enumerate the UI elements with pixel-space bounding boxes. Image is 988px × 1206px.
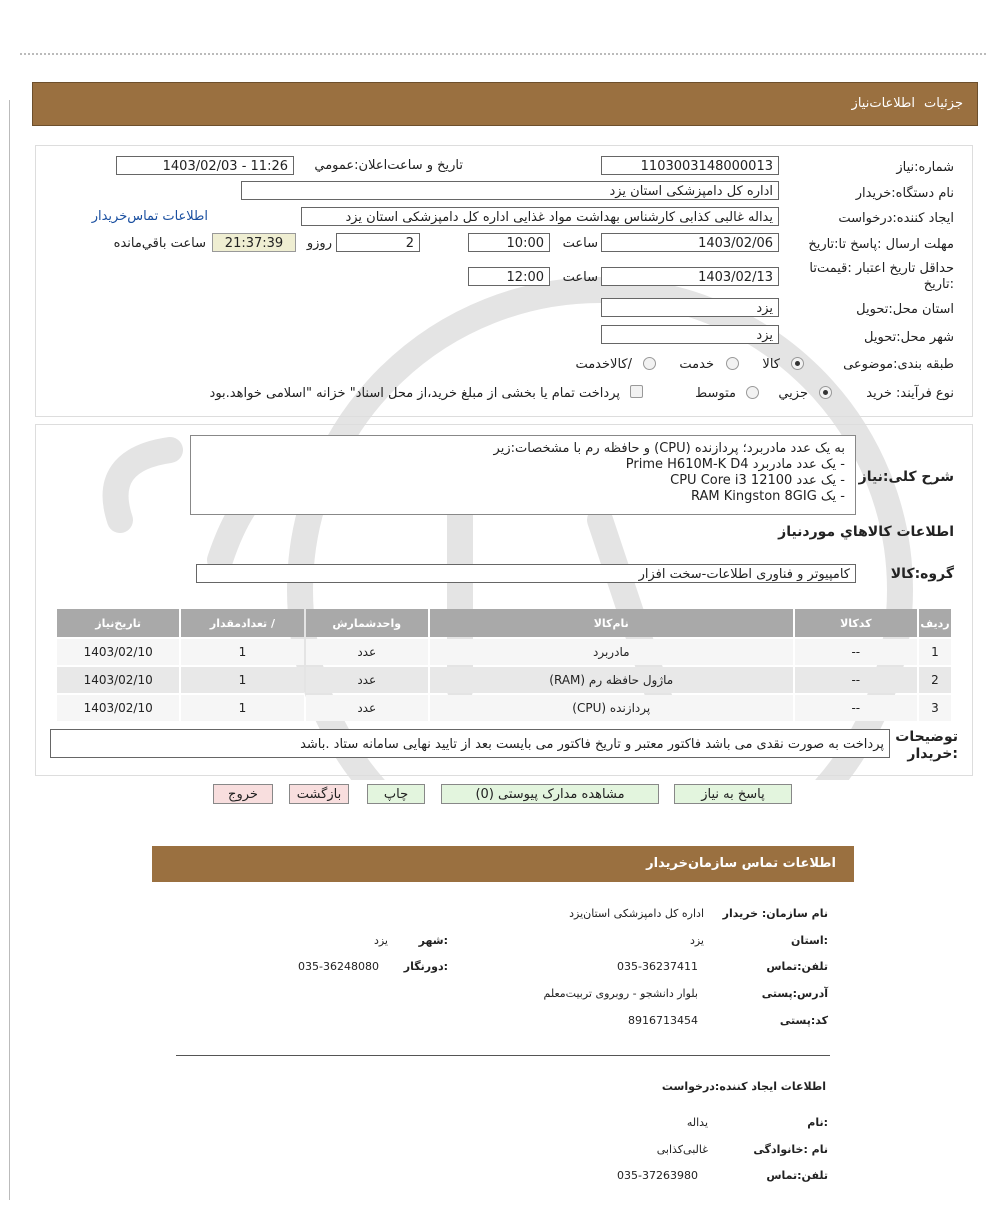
cell-unit: عدد	[306, 667, 428, 693]
goods-table-header	[57, 609, 951, 637]
contact-city-label: :شهر	[418, 934, 448, 947]
goods-group-label: گروه:کالا	[890, 566, 954, 582]
category-radio-goods-service[interactable]	[643, 357, 656, 370]
remaining-time-field: 21:37:39	[212, 233, 296, 252]
col-row: ردیف	[919, 609, 951, 637]
creator-label: ایجاد کننده:درخواست	[838, 211, 954, 226]
contact-divider	[176, 1055, 830, 1056]
col-unit: واحدشمارش	[306, 609, 428, 637]
process-label: نوع فرآیند: خرید	[866, 386, 954, 401]
cell-row: 1	[919, 639, 951, 665]
buyer-org-label: نام دستگاه:خریدار	[855, 186, 954, 201]
cell-row: 3	[919, 695, 951, 721]
cell-unit: عدد	[306, 695, 428, 721]
validity-time-field: 12:00	[468, 267, 550, 286]
process-radio-medium[interactable]	[746, 386, 759, 399]
buyer-notes-field: پرداخت به صورت نقدی می باشد فاکتور معتبر و تاریخ فاکتور می بایست بعد از تایید نهایی سامانه ستاد .باشد	[50, 729, 890, 758]
cell-date: 1403/02/10	[57, 695, 179, 721]
col-date: تاریخ‌نیاز	[57, 609, 179, 637]
back-button[interactable]: بازگشت	[289, 784, 349, 804]
treasury-checkbox[interactable]	[630, 385, 643, 398]
creator-phone-value: 035-37263980	[617, 1169, 698, 1182]
summary-line: - یک عدد CPU Core i3 12100	[670, 473, 845, 488]
contact-city-value: یزد	[373, 934, 388, 947]
contact-province-value: یزد	[689, 934, 704, 947]
contact-province-label: :استان	[791, 934, 828, 947]
validity-date-field: 1403/02/13	[601, 267, 779, 286]
remaining-time-label: ساعت باقي‌مانده	[113, 236, 206, 251]
contact-title: اطلاعات تماس سازمان‌خریدار	[646, 856, 836, 871]
summary-line: - یک عدد مادربرد Prime H610M-K D4	[625, 457, 845, 472]
days-label: روزو	[306, 236, 332, 251]
contact-postal-value: 8916713454	[628, 1014, 698, 1027]
deadline-date-field: 1403/02/06	[601, 233, 779, 252]
need-number-label: شماره:نیاز	[896, 160, 954, 175]
cell-date: 1403/02/10	[57, 639, 179, 665]
province-field: یزد	[601, 298, 779, 317]
process-option-medium: متوسط	[695, 386, 736, 401]
cell-date: 1403/02/10	[57, 667, 179, 693]
contact-phone-value: 035-36237411	[617, 960, 698, 973]
creator-phone-label: تلفن:تماس	[766, 1169, 828, 1182]
contact-address-value: بلوار دانشجو - روبروی تربیت‌معلم	[543, 987, 698, 1000]
treasury-note: پرداخت تمام یا بخشی از مبلغ خرید،از محل اسناد" خزانه "اسلامی خواهد.بود	[209, 386, 620, 401]
contact-fax-label: :دورنگار	[403, 960, 448, 973]
contact-address-label: آدرس:پستی	[761, 987, 828, 1000]
cell-row: 2	[919, 667, 951, 693]
creator-field: یداله غالبی کذابی کارشناس بهداشت مواد غذایی اداره کل دامپزشکی استان یزد	[301, 207, 779, 226]
contact-header-bar	[152, 846, 854, 882]
contact-fax-value: 035-36248080	[298, 960, 379, 973]
process-radio-minor[interactable]	[819, 386, 832, 399]
city-field: یزد	[601, 325, 779, 344]
need-number-field: 1103003148000013	[601, 156, 779, 175]
contact-phone-label: تلفن:تماس	[766, 960, 828, 973]
category-option-service: خدمت	[679, 357, 714, 372]
exit-button[interactable]: خروج	[213, 784, 273, 804]
goods-group-field: کامپیوتر و فناوری اطلاعات-سخت افزار	[196, 564, 856, 583]
tab-need-info[interactable]: اطلاعات‌نیاز	[851, 96, 915, 111]
col-code: کدکالا	[795, 609, 917, 637]
creator-first-name-label: :نام	[807, 1116, 828, 1129]
category-label: طبقه بندی:موضوعی	[843, 357, 954, 372]
city-label: شهر محل:تحویل	[864, 330, 954, 345]
validity-time-label: ساعت	[562, 270, 598, 285]
table-row	[57, 695, 951, 721]
cell-name: پردازنده (CPU)	[430, 695, 793, 721]
cell-name: مادربرد	[430, 639, 793, 665]
goods-section-title: اطلاعات کالاهاي موردنیاز	[778, 524, 954, 540]
attachments-button[interactable]: مشاهده مدارک پیوستی (0)	[441, 784, 659, 804]
announce-label: تاریخ و ساعت‌اعلان:عمومي	[314, 158, 463, 173]
buyer-org-field: اداره کل دامپزشکی استان یزد	[241, 181, 779, 200]
details-header-bar	[32, 82, 978, 126]
creator-first-name-value: یداله	[686, 1116, 708, 1129]
creator-info-title: اطلاعات ایجاد کننده:درخواست	[661, 1080, 826, 1093]
buyer-notes-label: توضیحات :خریدار	[895, 729, 958, 762]
summary-description	[190, 435, 856, 515]
cell-unit: عدد	[306, 639, 428, 665]
summary-line: - یک RAM Kingston 8GIG	[690, 489, 845, 504]
col-name: نام‌کالا	[430, 609, 793, 637]
goods-table	[55, 607, 953, 723]
deadline-time-label: ساعت	[562, 236, 598, 251]
cell-name: ماژول حافظه رم (RAM)	[430, 667, 793, 693]
cell-quantity: 1	[181, 667, 303, 693]
table-row	[57, 667, 951, 693]
contact-org-label: نام سازمان: خریدار	[722, 907, 828, 920]
cell-code: --	[795, 639, 917, 665]
left-border-line	[9, 100, 10, 1200]
category-option-goods-service: /کالاخدمت	[575, 357, 632, 372]
print-button[interactable]: چاپ	[367, 784, 425, 804]
contact-org-value: اداره کل دامپزشکی استان‌یزد	[569, 907, 704, 920]
cell-code: --	[795, 667, 917, 693]
deadline-time-field: 10:00	[468, 233, 550, 252]
buyer-contact-link[interactable]: اطلاعات تماس‌خریدار	[91, 209, 208, 224]
days-field: 2	[336, 233, 420, 252]
cell-code: --	[795, 695, 917, 721]
reply-button[interactable]: پاسخ به نیاز	[674, 784, 792, 804]
province-label: استان محل:تحویل	[856, 302, 954, 317]
summary-line: به یک عدد مادربرد؛ پردازنده (CPU) و حافظه رم با مشخصات:زیر	[493, 441, 845, 456]
contact-postal-label: کد:پستی	[779, 1014, 828, 1027]
creator-last-name-label: نام :خانوادگی	[753, 1143, 828, 1156]
category-radio-service[interactable]	[726, 357, 739, 370]
col-quantity: / تعدادمقدار	[181, 609, 303, 637]
process-option-minor: جزيي	[778, 386, 808, 401]
table-row	[57, 639, 951, 665]
validity-label: حداقل تاریخ اعتبار :قیمت‌تا :تاریخ	[809, 261, 954, 292]
announce-date-field: 1403/02/03 - 11:26	[116, 156, 294, 175]
cell-quantity: 1	[181, 639, 303, 665]
top-dotted-divider	[20, 53, 986, 55]
category-option-goods: کالا	[762, 357, 780, 372]
tab-details[interactable]: جزئیات	[924, 96, 963, 111]
category-radio-goods[interactable]	[791, 357, 804, 370]
cell-quantity: 1	[181, 695, 303, 721]
summary-label: شرح کلی:نیاز	[858, 469, 954, 485]
creator-last-name-value: غالبی‌کذابی	[656, 1143, 708, 1156]
deadline-label: مهلت ارسال :پاسخ تا:تاریخ	[808, 237, 954, 252]
